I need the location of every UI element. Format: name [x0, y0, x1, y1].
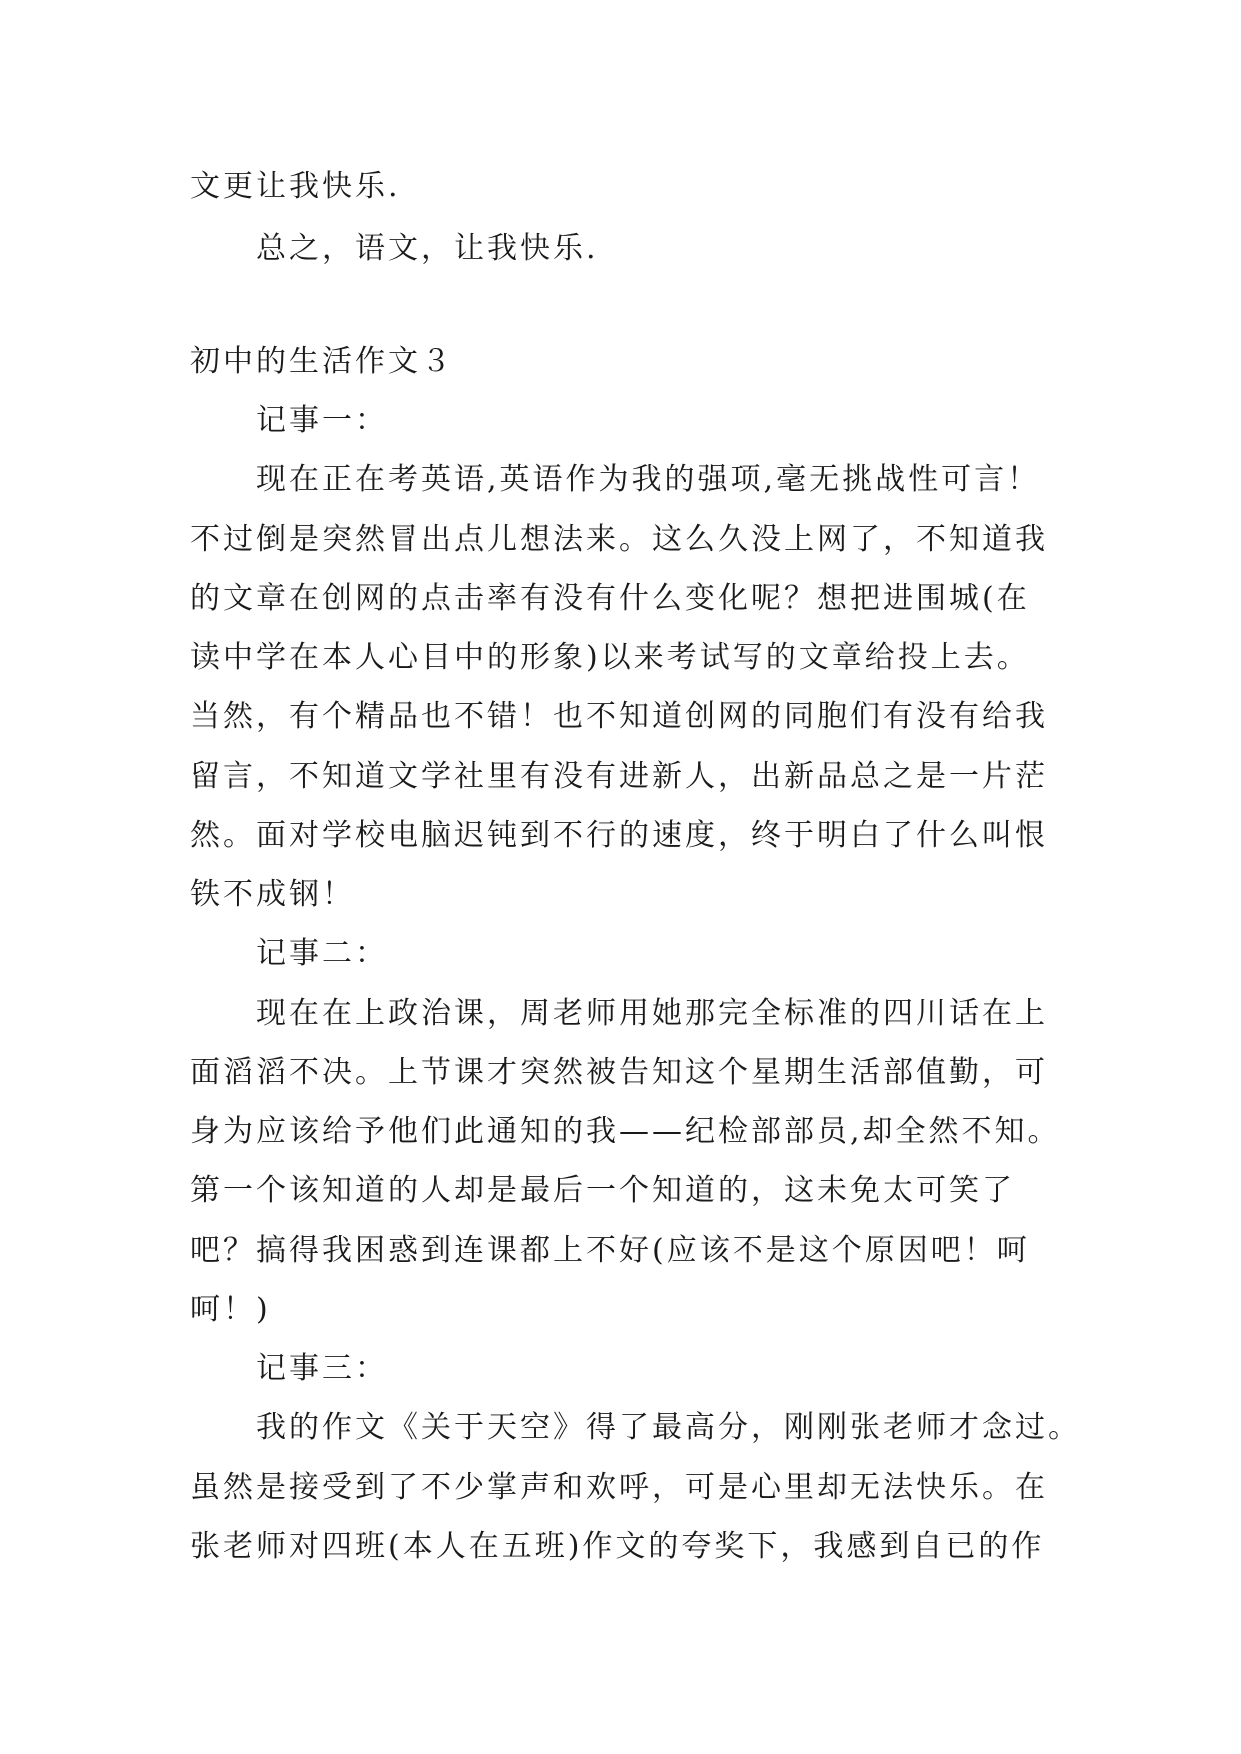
paragraph-line: 总之，语文，让我快乐. [256, 231, 599, 266]
paragraph-line: 然。面对学校电脑迟钝到不行的速度，终于明白了什么叫恨 [190, 818, 1048, 853]
subheading: 记事二： [256, 936, 388, 971]
paragraph-line: 第一个该知道的人却是最后一个知道的，这未免太可笑了 [190, 1173, 1015, 1208]
paragraph-line: 面滔滔不决。上节课才突然被告知这个星期生活部值勤，可 [190, 1055, 1048, 1090]
paragraph-line: 现在在上政治课，周老师用她那完全标准的四川话在上 [256, 996, 1048, 1031]
paragraph-line: 虽然是接受到了不少掌声和欢呼，可是心里却无法快乐。在 [190, 1470, 1048, 1505]
paragraph-line: 的文章在创网的点击率有没有什么变化呢？想把进围城(在 [190, 581, 1030, 616]
section-title: 初中的生活作文３ [190, 344, 454, 379]
paragraph-line: 吧？搞得我困惑到连课都上不好(应该不是这个原因吧！呵 [190, 1233, 1030, 1268]
subheading: 记事一： [256, 403, 388, 438]
paragraph-line: 不过倒是突然冒出点儿想法来。这么久没上网了，不知道我 [190, 522, 1048, 557]
paragraph-line: 我的作文《关于天空》得了最高分，刚刚张老师才念过。 [256, 1410, 1081, 1445]
paragraph-line: 读中学在本人心目中的形象)以来考试写的文章给投上去。 [190, 640, 1030, 675]
paragraph-line: 现在正在考英语,英语作为我的强项,毫无挑战性可言！ [256, 462, 1041, 497]
paragraph-line: 呵！) [190, 1292, 271, 1327]
paragraph-line: 文更让我快乐. [190, 169, 401, 204]
paragraph-line: 铁不成钢！ [190, 877, 355, 912]
paragraph-line: 身为应该给予他们此通知的我——纪检部部员,却全然不知。 [190, 1114, 1061, 1149]
subheading: 记事三： [256, 1351, 388, 1386]
paragraph-line: 留言，不知道文学社里有没有进新人，出新品总之是一片茫 [190, 759, 1048, 794]
paragraph-line: 张老师对四班(本人在五班)作文的夸奖下，我感到自已的作 [190, 1529, 1045, 1564]
paragraph-line: 当然，有个精品也不错！也不知道创网的同胞们有没有给我 [190, 699, 1048, 734]
